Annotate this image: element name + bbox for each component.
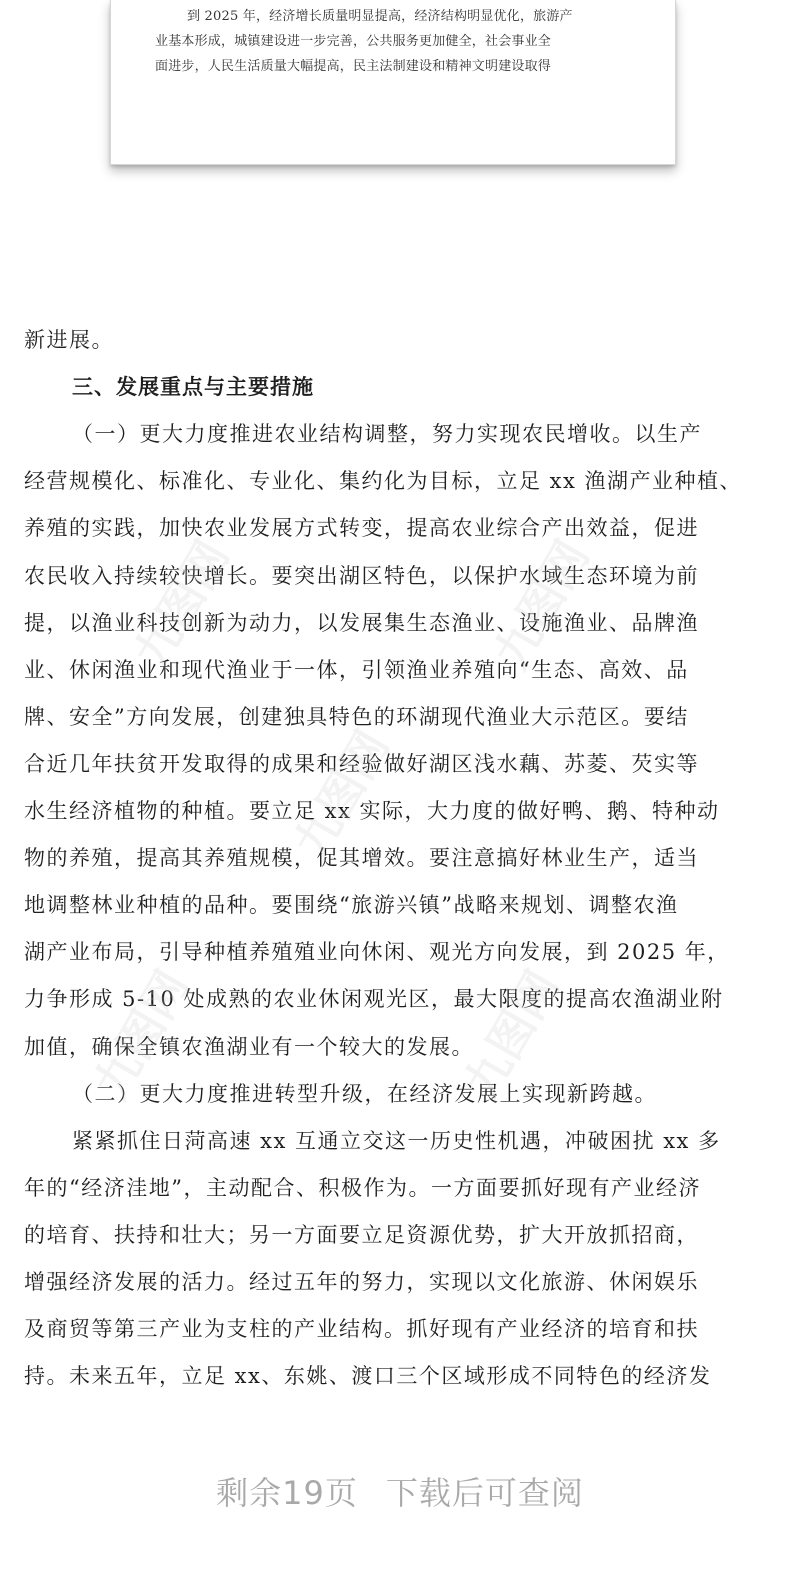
paragraph-line: 持。未来五年，立足 xx、东姚、渡口三个区域形成不同特色的经济发 (24, 1364, 712, 1389)
paragraph-line: 牌、安全”方向发展，创建独具特色的环湖现代渔业大示范区。要结 (24, 704, 689, 729)
watermark: 九图网 (83, 961, 200, 1108)
paragraph-line: 物的养殖，提高其养殖规模，促其增效。要注意搞好林业生产，适当 (24, 846, 699, 871)
paragraph-line: 加值，确保全镇农渔湖业有一个较大的发展。 (24, 1034, 474, 1059)
paragraph-line: 养殖的实践，加快农业发展方式转变，提高农业综合产出效益，促进 (24, 516, 699, 541)
preview-page-card (110, 0, 676, 165)
paragraph-line: 水生经济植物的种植。要立足 xx 实际，大力度的做好鸭、鹅、特种动 (24, 799, 720, 823)
paragraph-line: 的培育、扶持和壮大；另一方面要立足资源优势，扩大开放抓招商， (24, 1222, 699, 1247)
remaining-pages-label: 剩余19页 (216, 1474, 358, 1512)
watermark: 九图网 (453, 961, 570, 1108)
download-prompt[interactable] (0, 1468, 800, 1514)
paragraph-line: 经营规模化、标准化、专业化、集约化为目标，立足 xx 渔湖产业种植、 (24, 469, 743, 494)
paragraph-line: 年的“经济洼地”，主动配合、积极作为。一方面要抓好现有产业经济 (24, 1175, 701, 1200)
paragraph-line: 农民收入持续较快增长。要突出湖区特色，以保护水域生态环境为前 (24, 563, 699, 588)
paragraph-line: 湖产业布局，引导种植养殖殖业向休闲、观光方向发展，到 2025 年， (24, 940, 730, 965)
download-to-view-label: 下载后可查阅 (385, 1474, 584, 1512)
paragraph-line: 增强经济发展的活力。经过五年的努力，实现以文化旅游、休闲娱乐 (24, 1270, 699, 1294)
paragraph-line: 力争形成 5-10 处成熟的农业休闲观光区，最大限度的提高农渔湖业附 (24, 987, 724, 1012)
paragraph-line: （一）更大力度推进农业结构调整，努力实现农民增收。以生产 (72, 422, 702, 447)
paragraph-line: 地调整林业种植的品种。要围绕“旅游兴镇”战略来规划、调整农渔 (24, 893, 679, 918)
watermark: 九图网 (483, 531, 600, 678)
paragraph-line: 紧紧抓住日菏高速 xx 互通立交这一历史性机遇，冲破困扰 xx 多 (72, 1128, 721, 1153)
preview-line: 面进步，人民生活质量大幅提高，民主法制建设和精神文明建设取得 (155, 59, 552, 74)
paragraph-line: （二）更大力度推进转型升级，在经济发展上实现新跨越。 (72, 1081, 657, 1106)
section-heading: 三、发展重点与主要措施 (72, 375, 314, 400)
paragraph-line: 提，以渔业科技创新为动力，以发展集生态渔业、设施渔业、品牌渔 (24, 610, 699, 635)
watermark: 九图网 (283, 721, 400, 868)
preview-line: 业基本形成，城镇建设进一步完善，公共服务更加健全，社会事业全 (155, 34, 552, 49)
paragraph-line: 业、休闲渔业和现代渔业于一体，引领渔业养殖向“生态、高效、品 (24, 657, 689, 682)
preview-text (155, 4, 635, 79)
paragraph-line: 新进展。 (24, 328, 114, 352)
preview-line: 到 2025 年，经济增长质量明显提高，经济结构明显优化，旅游产 (187, 9, 573, 24)
watermark: 九图网 (123, 531, 240, 678)
paragraph-line: 合近几年扶贫开发取得的成果和经验做好湖区浅水藕、苏菱、芡实等 (24, 751, 699, 776)
paragraph-line: 及商贸等第三产业为支柱的产业结构。抓好现有产业经济的培育和扶 (24, 1317, 699, 1342)
